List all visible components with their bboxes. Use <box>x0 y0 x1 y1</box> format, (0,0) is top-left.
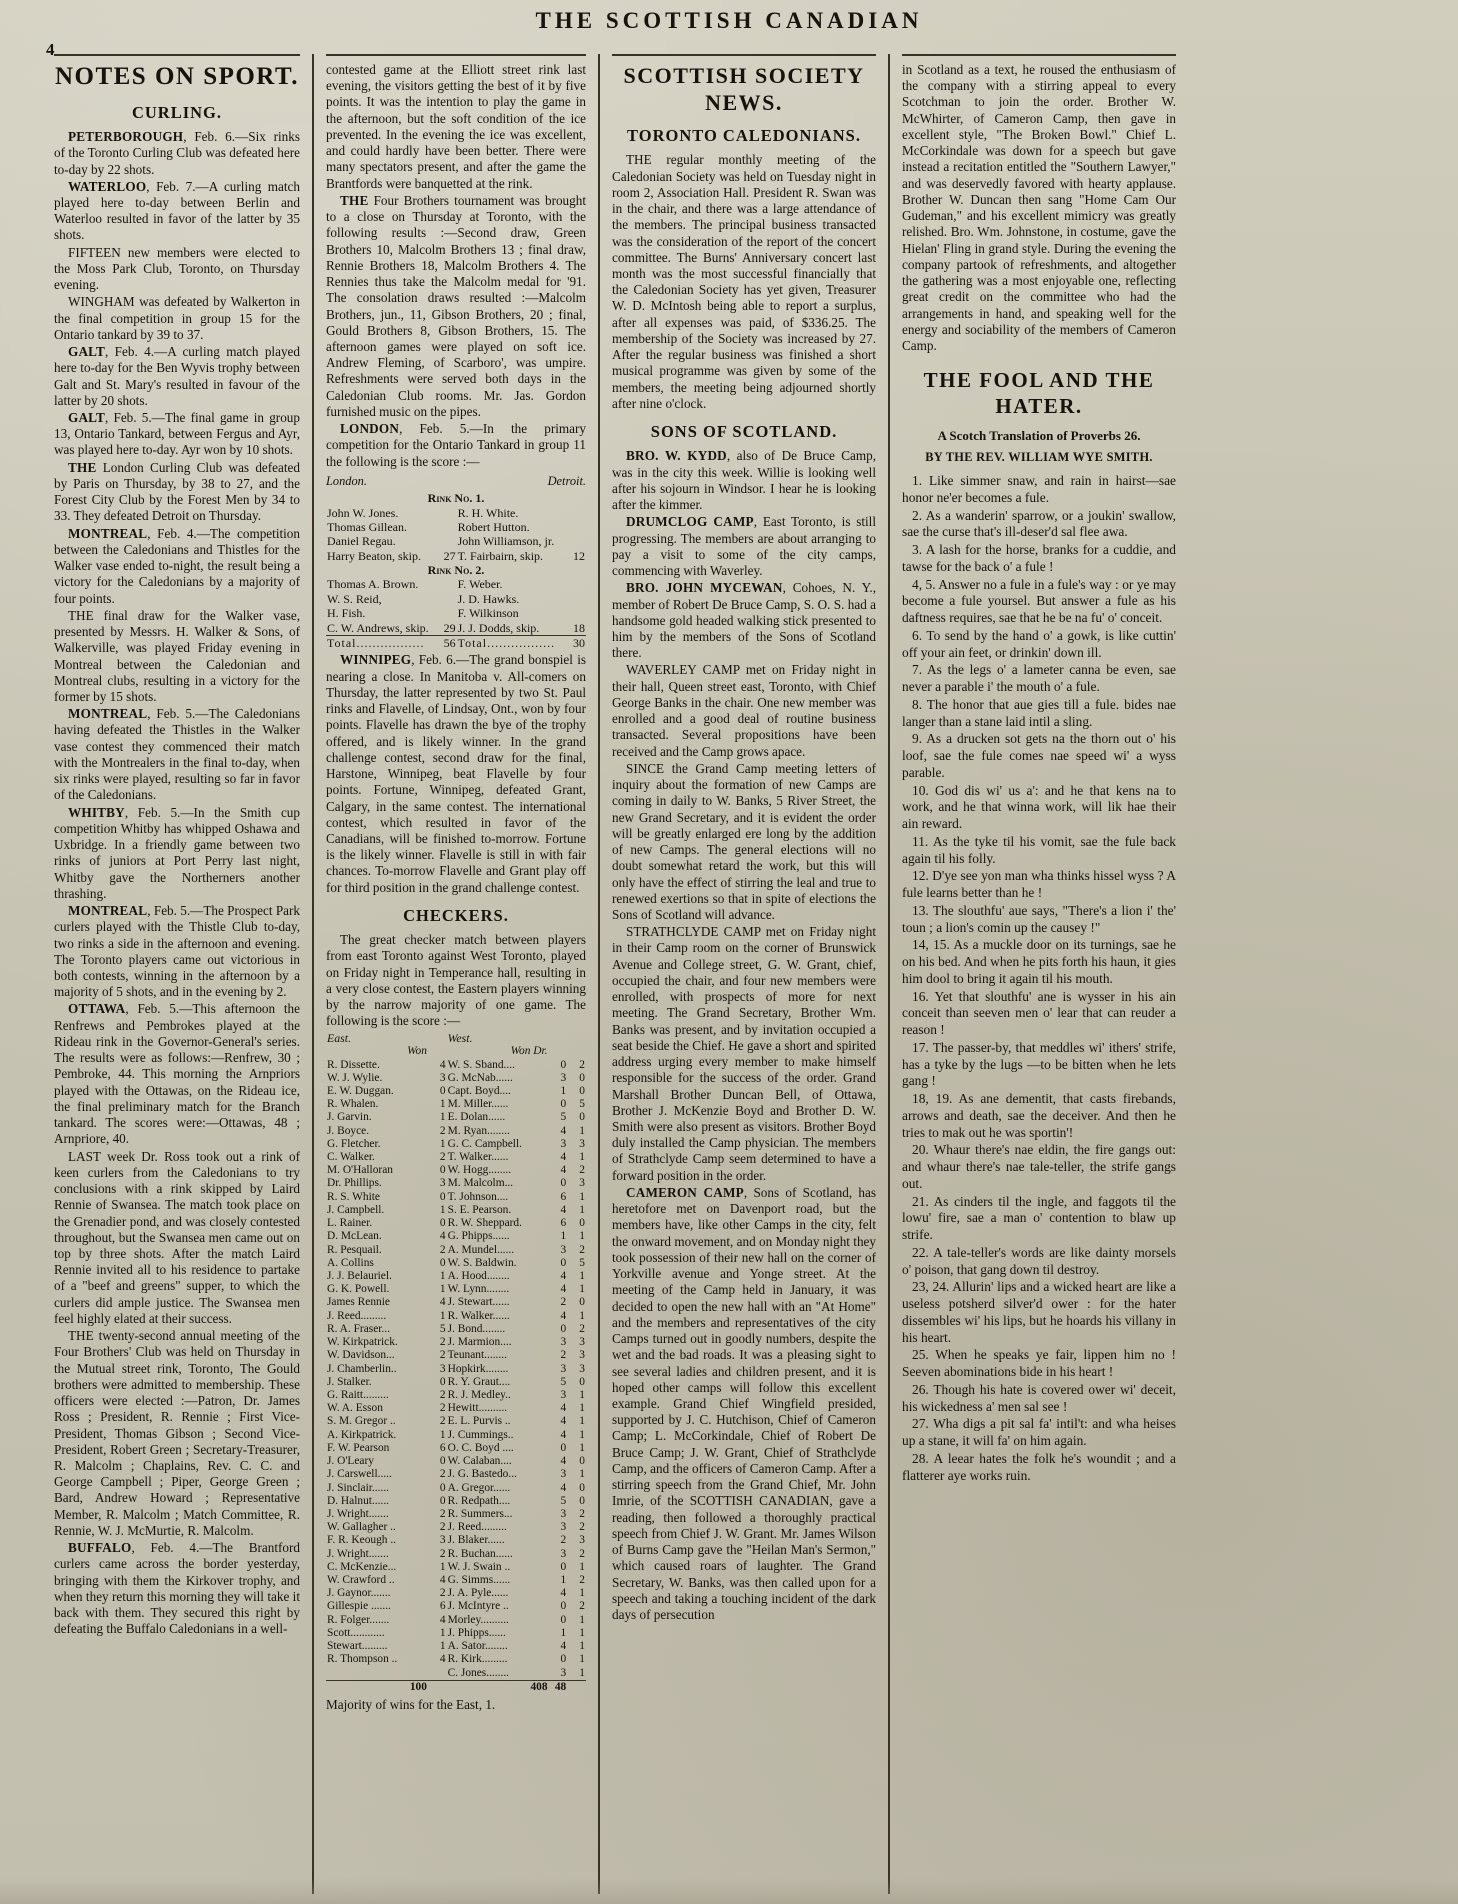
verse: 25. When he speaks ye fair, lippen him no ! Seeven abominations bide in his heart ! <box>902 1347 1176 1380</box>
table-row <box>326 506 586 520</box>
table-row <box>326 577 586 591</box>
article-paragraph: SINCE the Grand Camp meeting letters of inquiry about the formation of new Camps are coming in daily to W. Banks, 5 River Street, the new Grand Secretary, and it is evident the order will be greatly enlarged ere long by the addition of new Camps. The general elections will no doubt somewhat retard the work, but this will only have the effect of stirring the leal and true to renewed exertions so that in spite of elections the Sons of Scotland will advance. <box>612 760 876 922</box>
table-row: J. Garvin. 1 E. Dolan...... 5 0 <box>327 1111 585 1124</box>
table-row: J. Sinclair...... 0 A. Gregor...... 4 0 <box>327 1481 585 1494</box>
fool-and-hater-byline: BY THE REV. WILLIAM WYE SMITH. <box>925 449 1153 464</box>
player-name: J. D. Hawks. <box>457 591 520 606</box>
table-row: A. Kirkpatrick. 1 J. Cummings.. 4 1 <box>327 1428 585 1441</box>
checkers-intro: The great checker match between players from east Toronto against West Toronto, played on Friday night in Temperance hall, resulting in a very close contest, the Eastern players winning by the narrow majority of one game. The following is the score :— <box>326 932 586 1029</box>
checkers-west-label: West. <box>447 1031 473 1045</box>
table-row: J. Reed......... 1 R. Walker...... 4 1 <box>327 1309 585 1322</box>
article-paragraph: THE final draw for the Walker vase, presented by Messrs. H. Walker & Sons, of Walkerville, was played Friday evening in Montreal between the Caledonian and Montreal clubs, resulting in a victory for the former by 15 shots. <box>54 607 300 704</box>
toronto-caledonians-subheading: TORONTO CALEDONIANS. <box>627 126 861 146</box>
article-paragraph: BRO. W. KYDD, also of De Bruce Camp, was in the city this week. Willie is looking well after his sojourn in Windsor. I hear he is looking after the kimmer. <box>612 448 877 513</box>
player-score <box>565 606 586 620</box>
verse: 23, 24. Allurin' lips and a wicked heart are like a useless potsherd silver'd ower : for the hater dissembles wi' his lips, but he hoards his villany in his heart. <box>902 1279 1176 1345</box>
table-row <box>326 621 586 636</box>
table-row: R. A. Fraser... 5 J. Bond........ 0 2 <box>327 1322 585 1335</box>
table-row <box>326 520 586 534</box>
table-row: J. Wright....... 2 R. Summers... 3 2 <box>327 1507 585 1520</box>
proverbs-verse-list <box>902 473 1176 1484</box>
total-label: Total................. <box>457 636 565 651</box>
player-score: 29 <box>443 620 456 635</box>
table-row: E. W. Duggan. 0 Capt. Boyd.... 1 0 <box>327 1084 585 1097</box>
player-score <box>436 577 457 591</box>
table-row: J. Chamberlin.. 3 Hopkirk........ 3 3 <box>327 1362 585 1375</box>
verse: 8. The honor that aue gies till a fule. bides nae langer than a stane laid intil a sling. <box>902 696 1176 729</box>
player-score: 12 <box>573 548 585 563</box>
column-rule <box>902 54 1176 56</box>
table-row: G. Fletcher. 1 G. C. Campbell. 3 3 <box>327 1137 585 1150</box>
article-paragraph: WATERLOO, Feb. 7.—A curling match played here to-day between Berlin and Waterloo resulted in favor of the latter by 35 shots. <box>54 178 300 243</box>
player-name: John W. Jones. <box>327 505 399 520</box>
table-row: D. Halnut...... 0 R. Redpath.... 5 0 <box>327 1494 585 1507</box>
table-row: J. O'Leary 0 W. Calaban.... 4 0 <box>327 1455 585 1468</box>
article-paragraph: BUFFALO, Feb. 4.—The Brantford curlers came across the border yesterday, bringing with them the Kirkover trophy, and when they return this morning they will take it back with them. They secured this right by defeating the Buffalo Caledonians in a well- <box>54 1540 300 1637</box>
article-paragraph: WHITBY, Feb. 5.—In the Smith cup competition Whitby has whipped Oshawa and Uxbridge. In a friendly game between two rinks of juniors at Port Perry last night, Whitby gave the Northerners another thrashing. <box>54 804 300 901</box>
table-row: J. Carswell..... 2 J. G. Bastedo... 3 1 <box>327 1468 585 1481</box>
table-row: W. Kirkpatrick. 2 J. Marmion.... 3 3 <box>327 1336 585 1349</box>
verse: 26. Though his hate is covered ower wi' deceit, his wickedness a' men sal see ! <box>902 1381 1176 1414</box>
table-row: J. Boyce. 2 M. Ryan........ 4 1 <box>327 1124 585 1137</box>
table-row: J. Campbell. 1 S. E. Pearson. 4 1 <box>327 1203 585 1216</box>
article-paragraph: THE regular monthly meeting of the Caledonian Society was held on Tuesday night in room 2, Association Hall. President R. Swan was in the chair, and there was a large attendance of the members. The principal business transacted was the consideration of the report of the concert committee. The Burns' Anniversary concert last month was the most successful financially that the Caledonian Society has yet given, Treasurer W. D. McIntosh being able to report a surplus, after all expenses was paid, of $336.25. The membership of the Society was increased by 27. After the regular business was finished a short musical programme was given by some of the members, the meeting being adjourned shortly after nine o'clock. <box>612 152 876 411</box>
checkers-east-label: East. <box>327 1031 351 1045</box>
table-row <box>326 534 586 548</box>
article-paragraph: WINNIPEG, Feb. 6.—The grand bonspiel is nearing a close. In Manitoba v. All-comers on Thursday, the latter represented by two St. Paul rinks and Flavelle, of Lindsay, Ont., won by four points. Flavelle has drawn the bye of the trophy offered, and is likely winner. In the grand challenge contest, second draw for the final, Harstone, Winnipeg, beat Flavelle by four points. Fortune, Winnipeg, defeated Grant, Calgary, in the same contest. The international contest, which resulted in favor of the Canadians, will be finished to-morrow. Fortune is the likely winner. Flavelle is still in with fair chances. To-morrow Flavelle and Grant play off for third position in the grand challenge contest. <box>326 652 586 895</box>
table-row: J. Gaynor....... 2 J. A. Pyle...... 4 1 <box>327 1587 585 1600</box>
article-paragraph: STRATHCLYDE CAMP met on Friday night in their Camp room on the corner of Brunswick Avenue and College street, G. W. Grant, chief, occupied the chair, and four new members were enrolled, with prospects of more for next meeting. The Grand Secretary, Brother Wm. Banks was present, and by invitation occupied a seat beside the Chief. He gave a short and spirited address urging every member to make himself responsible for the success of the order. Grand Marshall Brother Duncan Bell, of Ottawa, Brother J. McKenzie Boyd and Brother D. W. Smith were also present as visitors. Brother Boyd duly installed the Camp physician. The members of Strathclyde Camp seem determined to have a forward position in the order. <box>612 924 876 1183</box>
table-row: Scott............ 1 J. Phipps...... 1 1 <box>327 1626 585 1639</box>
article-paragraph: CAMERON CAMP, Sons of Scotland, has heretofore met on Davenport road, but the members have, like other Camps in the city, felt the onward movement, and on Monday night they took possession of their new hall on the corner of Yorkville avenue and Yonge street. At the meeting of the Camp held in January, it was decided to open the new hall with an "At Home" and the members and representatives of the city Camps turned out in goodly numbers, despite the wet and the bad roads. It was a pleasing sight to see several ladies and children present, and it is hoped other camps will follow this excellent example. Grand Chief Wingfield presided, supported by J. C. Hutchison, Chief of Cameron Camp; L. McCorkindale, Chief of Robert De Bruce Camp; J. W. Grant, Chief of Strathclyde Camp, and the officers of Cameron Camp. After a stirring speech from the Grand Chief, Mr. John Imrie, of the SCOTTISH CANADIAN, gave a reading, then followed a thoroughly practical speech from Chief J. W. Grant. Mr. James Wilson of Burns Camp gave the "Heilan Man's Sermon," which caused roars of laughter. The Grand Secretary, W. Banks, was then called upon for a speech and taking a touching incident of the dark days of persecution <box>612 1184 876 1623</box>
rink-two-label: Rink No. 2. <box>427 563 485 578</box>
player-name: F. Weber. <box>457 577 503 592</box>
player-name: F. Wilkinson <box>457 606 519 621</box>
article-paragraph: PETERBOROUGH, Feb. 6.—Six rinks of the Toronto Curling Club was defeated here to-day by 22 shots. <box>54 129 300 177</box>
notes-on-sport-heading: NOTES ON SPORT. <box>54 63 300 90</box>
table-row: L. Rainer. 0 R. W. Sheppard. 6 0 <box>327 1217 585 1230</box>
article-paragraph: OTTAWA, Feb. 5.—This afternoon the Renfrews and Pembrokes played at the Rideau rink in the Governor-General's series. The results were as follows:—Renfrew, 30 ; Pembroke, 44. This morning the Arnpriors played with the Ottawas, on the Rideau ice, the final preliminary match for the Branch tankard. The scores were:—Ottawas, 48 ; Arnpriore, 40. <box>54 1001 300 1147</box>
verse: 20. Whaur there's nae eldin, the fire gangs out: and whaur there's nae tale-teller, the strife gangs out. <box>902 1142 1176 1191</box>
verse: 4, 5. Answer no a fule in a fule's way : or ye may become a fule yoursel. But answer a fule as his daftness requires, sae that he be na fu' o' conceit. <box>902 576 1176 626</box>
table-row: F. W. Pearson 6 O. C. Boyd .... 0 1 <box>327 1441 585 1454</box>
player-name: Daniel Regau. <box>327 534 396 549</box>
verse: 13. The slouthfu' aue says, "There's a lion i' the' toun ; a lion's comin up the causey !" <box>902 902 1176 935</box>
fool-and-hater-subtitle: A Scotch Translation of Proverbs 26. <box>937 427 1141 443</box>
total-value: 30 <box>565 636 586 651</box>
checkers-total-draws: 48 <box>549 1680 568 1694</box>
verse: 2. As a wanderin' sparrow, or a joukin' swallow, sae the curse that's ill-deser'd sal flee awa. <box>902 507 1176 540</box>
article-paragraph: contested game at the Elliott street rink last evening, the visitors getting the best of it by five points. It was the intention to play the game in the afternoon, but the soft condition of the ice prevented. In the evening the ice was excellent, and could hardly have been better. There were many spectators present, and after the game the Brantfords were banquetted at the rink. <box>326 62 586 191</box>
verse: 28. A leear hates the folk he's woundit ; and a flatterer aye works ruin. <box>902 1450 1176 1483</box>
checkers-total-east: 100 <box>326 1680 428 1694</box>
verse: 9. As a drucken sot gets na the thorn out o' his loof, sae the fule comes nae speed wi' a wyss parable. <box>902 731 1176 780</box>
table-row: F. R. Keough .. 3 J. Blaker...... 2 3 <box>327 1534 585 1547</box>
article-paragraph: BRO. JOHN MYCEWAN, Cohoes, N. Y., member of Robert De Bruce Camp, S. O. S. had a handsome gold headed walking stick presented to him by the members of the Sons of Scotland there. <box>612 580 877 661</box>
table-row: R. Dissette. 4 W. S. Sband.... 0 2 <box>327 1058 585 1071</box>
checkers-won-header-west: Won Dr. <box>510 1045 548 1058</box>
player-score <box>436 592 457 606</box>
player-score <box>565 506 586 520</box>
player-name: Harry Beaton, skip. <box>327 548 421 563</box>
rink-city-left: London. <box>326 473 367 488</box>
player-score <box>436 520 457 534</box>
article-paragraph: LAST week Dr. Ross took out a rink of keen curlers from the Caledonians to try conclusions with a rink skipped by Laird Rennie of Swansea. The match took place on the Grenadier pond, and was closely contested throughout, but the Swansea men came out on top by three shots. After the match Laird Rennie invited all to his residence to partake of a "beef and greens" supper, to which the curlers did ample justice. The Swansea men feel highly elated at their success. <box>54 1148 300 1326</box>
page-number: 4 <box>46 40 55 59</box>
table-row: W. Gallagher .. 2 J. Reed......... 3 2 <box>327 1521 585 1534</box>
rink-one-table <box>326 491 586 650</box>
player-score <box>565 592 586 606</box>
article-paragraph: FIFTEEN new members were elected to the Moss Park Club, Toronto, on Thursday evening. <box>54 244 300 293</box>
scottish-society-news-heading: SCOTTISH SOCIETY NEWS. <box>623 63 865 116</box>
checkers-score-table <box>326 1032 586 1694</box>
table-row: James Rennie 4 J. Stewart...... 2 0 <box>327 1296 585 1309</box>
article-paragraph: WAVERLEY CAMP met on Friday night in their hall, Queen street east, Toronto, with Chief George Banks in the chair. One new member was enrolled and a good deal of routine business transacted. Several propositions have been received and the Camp grows apace. <box>612 662 876 759</box>
column-1 <box>42 54 312 1894</box>
sons-of-scotland-subheading: SONS OF SCOTLAND. <box>650 422 838 442</box>
article-paragraph: WINGHAM was defeated by Walkerton in the final competition in group 15 for the Ontario tankard by 39 to 37. <box>54 294 300 342</box>
table-row: Gillespie ....... 6 J. McIntyre .. 0 2 <box>327 1600 585 1613</box>
table-row: C. Walker. 2 T. Walker...... 4 1 <box>327 1151 585 1164</box>
checkers-majority-note: Majority of wins for the East, 1. <box>326 1697 496 1712</box>
player-name: H. Fish. <box>327 606 366 621</box>
verse: 6. To send by the hand o' a gowk, is like cuttin' off your ain feet, or drinkin' down ill. <box>902 627 1176 660</box>
player-name: J. J. Dodds, skip. <box>457 620 540 635</box>
table-row: W. A. Esson 2 Hewitt.......... 4 1 <box>327 1402 585 1415</box>
article-paragraph: MONTREAL, Feb. 5.—The Prospect Park curlers played with the Thistle Club to-day, two rinks a side in the afternoon and evening. The Toronto players came out victorious in both contests, winning in the afternoon by a majority of 5 shots, and in the evening by 2. <box>54 903 300 1000</box>
table-row-total <box>326 1680 586 1694</box>
article-paragraph: THE London Curling Club was defeated by Paris on Thursday, by 38 to 27, and the Forest City Club by the Forest Men by 34 to 33. They defeated Detroit on Thursday. <box>54 459 300 524</box>
table-row: W. J. Wylie. 3 G. McNab...... 3 0 <box>327 1071 585 1084</box>
table-row: W. Davidson... 2 Teunant........ 2 3 <box>327 1349 585 1362</box>
article-paragraph: MONTREAL, Feb. 4.—The competition between the Caledonians and Thistles for the Walker vase ended to-night, the result being a victory for the Caledonians by a majority of four points. <box>54 525 300 606</box>
checkers-won-header-east: Won <box>407 1045 427 1058</box>
verse: 16. Yet that slouthfu' ane is wysser in his ain conceit than seeven men o' lear that can reuder a reason ! <box>902 988 1176 1038</box>
masthead-title: THE SCOTTISH CANADIAN <box>535 8 923 33</box>
player-score <box>436 506 457 520</box>
verse: 14, 15. As a muckle door on its turnings, sae he on his bed. And when he pits forth his haun, it gies him dool to bring it again til his mouth. <box>902 937 1176 986</box>
player-name: R. H. White. <box>457 505 519 520</box>
article-paragraph: DRUMCLOG CAMP, East Toronto, is still progressing. The members are about arranging to pay a visit to some of the city camps, commencing with Waverley. <box>612 514 876 579</box>
rink-city-labels <box>326 474 586 489</box>
player-score <box>565 577 586 591</box>
article-paragraph: THE twenty-second annual meeting of the Four Brothers' Club was held on Thursday in the Mutual street rink, Toronto, The Gould brothers were admitted to membership. These officers were elected :—Patron, Dr. James Ross ; President, R. Rennie ; First Vice-President, Thomas Gibson ; Second Vice-President, Robert Green ; Secretary-Treasurer, R. Malcolm ; Chaplains, Rev. C. C. and George Campbell ; Piper, George Green ; Bard, Andrew Howard ; Representative Member, R. Malcolm ; Match Committee, R. Rennie, W. J. McMurtie, R. Malcolm. <box>54 1328 300 1538</box>
table-row: J. Wright....... 2 R. Buchan...... 3 2 <box>327 1547 585 1560</box>
table-row: J. J. Belauriel. 1 A. Hood........ 4 1 <box>327 1270 585 1282</box>
table-row: R. S. White 0 T. Johnson.... 6 1 <box>327 1190 585 1203</box>
table-row: J. Stalker. 0 R. Y. Graut.... 5 0 <box>327 1375 585 1388</box>
checkers-total-west: 408 <box>447 1680 549 1694</box>
article-paragraph: GALT, Feb. 5.—The final game in group 13, Ontario Tankard, between Fergus and Ayr, was played here to-day. Ayr won by 10 shots. <box>54 410 300 458</box>
column-rule <box>612 54 876 56</box>
table-row <box>326 606 586 620</box>
player-name: C. W. Andrews, skip. <box>327 620 429 635</box>
player-name: Thomas Gillean. <box>327 519 407 534</box>
table-row: Dr. Phillips. 3 M. Malcolm... 0 3 <box>327 1177 585 1190</box>
verse: 18, 19. As ane dementit, that casts firebands, arrows and death, sae the deceiver. And then he tries to mak out he was sportin'! <box>902 1091 1176 1140</box>
player-name: Thomas A. Brown. <box>327 577 419 592</box>
fool-and-hater-heading: THE FOOL AND THE HATER. <box>923 368 1155 419</box>
rink-city-right: Detroit. <box>547 473 586 488</box>
player-score <box>436 606 457 620</box>
column-2 <box>312 54 598 1894</box>
table-row-total <box>326 636 586 651</box>
table-row: M. O'Halloran 0 W. Hogg........ 4 2 <box>327 1164 585 1177</box>
player-score: 18 <box>573 620 585 635</box>
player-name: T. Fairbairn, skip. <box>457 548 544 563</box>
table-row: C. Jones........ 3 1 <box>447 1666 585 1679</box>
table-row: D. McLean. 4 G. Phipps...... 1 1 <box>327 1230 585 1243</box>
rink-one-label: Rink No. 1. <box>427 491 485 506</box>
verse: 1. Like simmer snaw, and rain in hairst—sae honor ne'er becomes a fule. <box>902 473 1176 505</box>
column-5 <box>888 54 1188 1894</box>
table-row: R. Folger....... 4 Morley.......... 0 1 <box>327 1613 585 1626</box>
column-rule <box>326 54 586 56</box>
table-row: Stewart......... 1 A. Sator........ 4 1 <box>327 1640 585 1653</box>
verse: 21. As cinders til the ingle, and faggots til the lowu' fire, sae a man o' contention to blaw up strife. <box>902 1193 1176 1243</box>
column-rule <box>54 54 300 56</box>
table-row: R. Thompson .. 4 R. Kirk......... 0 1 <box>327 1653 585 1666</box>
article-paragraph: THE Four Brothers tournament was brought to a close on Thursday at Toronto, with the following results :—Second draw, Green Brothers 10, Malcolm Brothers 13 ; final draw, Rennie Brothers 18, Malcolm Brothers 4. The Rennies thus take the Malcolm medal for '91. The consolation draws resulted :—Malcolm Brothers, jun., 11, Gibson Brothers, 20 ; final, Gould Brothers 8, Gibson Brothers, 15. The afternoon games were played on soft ice. Andrew Fleming, of Scarboro', was umpire. Refreshments were served both days in the Caledonian Club rooms. Mr. Jas. Gordon furnished music on the pipes. <box>326 192 586 419</box>
total-value: 56 <box>436 636 457 651</box>
verse: 17. The passer-by, that meddles wi' ithers' strife, has a tyke by the lugs —to be bitten when he lets gang ! <box>902 1039 1176 1089</box>
article-paragraph: GALT, Feb. 4.—A curling match played here to-day for the Ben Wyvis trophy between Galt and St. Mary's resulted in favour of the latter by 20 shots. <box>54 344 300 408</box>
article-paragraph: LONDON, Feb. 5.—In the primary competition for the Ontario Tankard in group 11 the following is the score :— <box>326 421 586 469</box>
article-paragraph: in Scotland as a text, he roused the enthusiasm of the company with a stirring appeal to every Scotchman to join the order. Brother W. McWhirter, of Cameron Camp, then gave in excellent style, "The Broken Bowl." Chief L. McCorkindale was down for a speech but gave instead a recitation entitled the "Southern Lawyer," and was deservedly favored with hearty applause. Brother W. Duncan then sang "Home Cam Our Gudeman," and his excellent mimicry was greatly relished. Bro. Wm. Johnstone, in costume, gave the Hielan' Fling in grand style. During the evening the company partook of refreshments, and altogether the gathering was a most enjoyable one, reflecting great credit on the committee who had the arrangements in hand, and speaking well for the energy and sociability of the members of Cameron Camp. <box>902 62 1176 353</box>
verse: 11. As the tyke til his vomit, sae the fule back again til his folly. <box>902 833 1176 866</box>
verse: 22. A tale-teller's words are like dainty morsels o' poison, that gang down til destroy. <box>902 1244 1176 1277</box>
table-row: A. Collins 0 W. S. Baldwin. 0 5 <box>327 1256 585 1269</box>
article-paragraph: MONTREAL, Feb. 5.—The Caledonians having defeated the Thistles in the Walker vase contest they commenced their match with the Montrealers in the final to-day, when six rinks were played, resulting so far in favor of the Caledonians. <box>54 706 300 803</box>
player-name: John Williamson, jr. <box>457 534 555 549</box>
verse: 10. God dis wi' us a': and he that kens na to work, and he that winna work, will lik hae their ain reward. <box>902 782 1176 832</box>
table-row: R. Whalen. 1 M. Miller...... 0 5 <box>327 1098 585 1111</box>
checkers-heading: CHECKERS. <box>403 905 509 925</box>
column-3 <box>598 54 888 1894</box>
verse: 12. D'ye see yon man wha thinks hissel wyss ? A fule learns better than he ! <box>902 868 1176 901</box>
table-row: R. Pesquail. 2 A. Mundel...... 3 2 <box>327 1243 585 1256</box>
table-row: S. M. Gregor .. 2 E. L. Purvis .. 4 1 <box>327 1415 585 1428</box>
verse: 3. A lash for the horse, branks for a cuddie, and tawse for the back o' a fule ! <box>902 542 1176 574</box>
player-name: Robert Hutton. <box>457 519 530 534</box>
total-label: Total................. <box>326 636 436 651</box>
player-score: 27 <box>443 548 456 563</box>
player-score <box>436 534 457 548</box>
curling-subheading: CURLING. <box>131 102 223 122</box>
verse: 7. As the legs o' a lameter canna be even, sae never a parable i' the mouth o' a fule. <box>902 662 1176 695</box>
column-container <box>42 54 1418 1894</box>
table-row: G. Raitt......... 2 R. J. Medley.. 3 1 <box>327 1388 585 1401</box>
table-row: C. McKenzie... 1 W. J. Swain .. 0 1 <box>327 1560 585 1573</box>
table-row: W. Crawford .. 4 G. Simms...... 1 2 <box>327 1574 585 1587</box>
player-score <box>565 520 586 534</box>
player-name: W. S. Reid, <box>327 591 382 606</box>
table-row <box>326 549 586 563</box>
table-row: G. K. Powell. 1 W. Lynn........ 4 1 <box>327 1283 585 1296</box>
player-score <box>565 534 586 548</box>
table-row <box>326 592 586 606</box>
verse: 27. Wha digs a pit sal fa' intil't: and wha heises up a stane, it will fa' on him again. <box>902 1416 1176 1449</box>
